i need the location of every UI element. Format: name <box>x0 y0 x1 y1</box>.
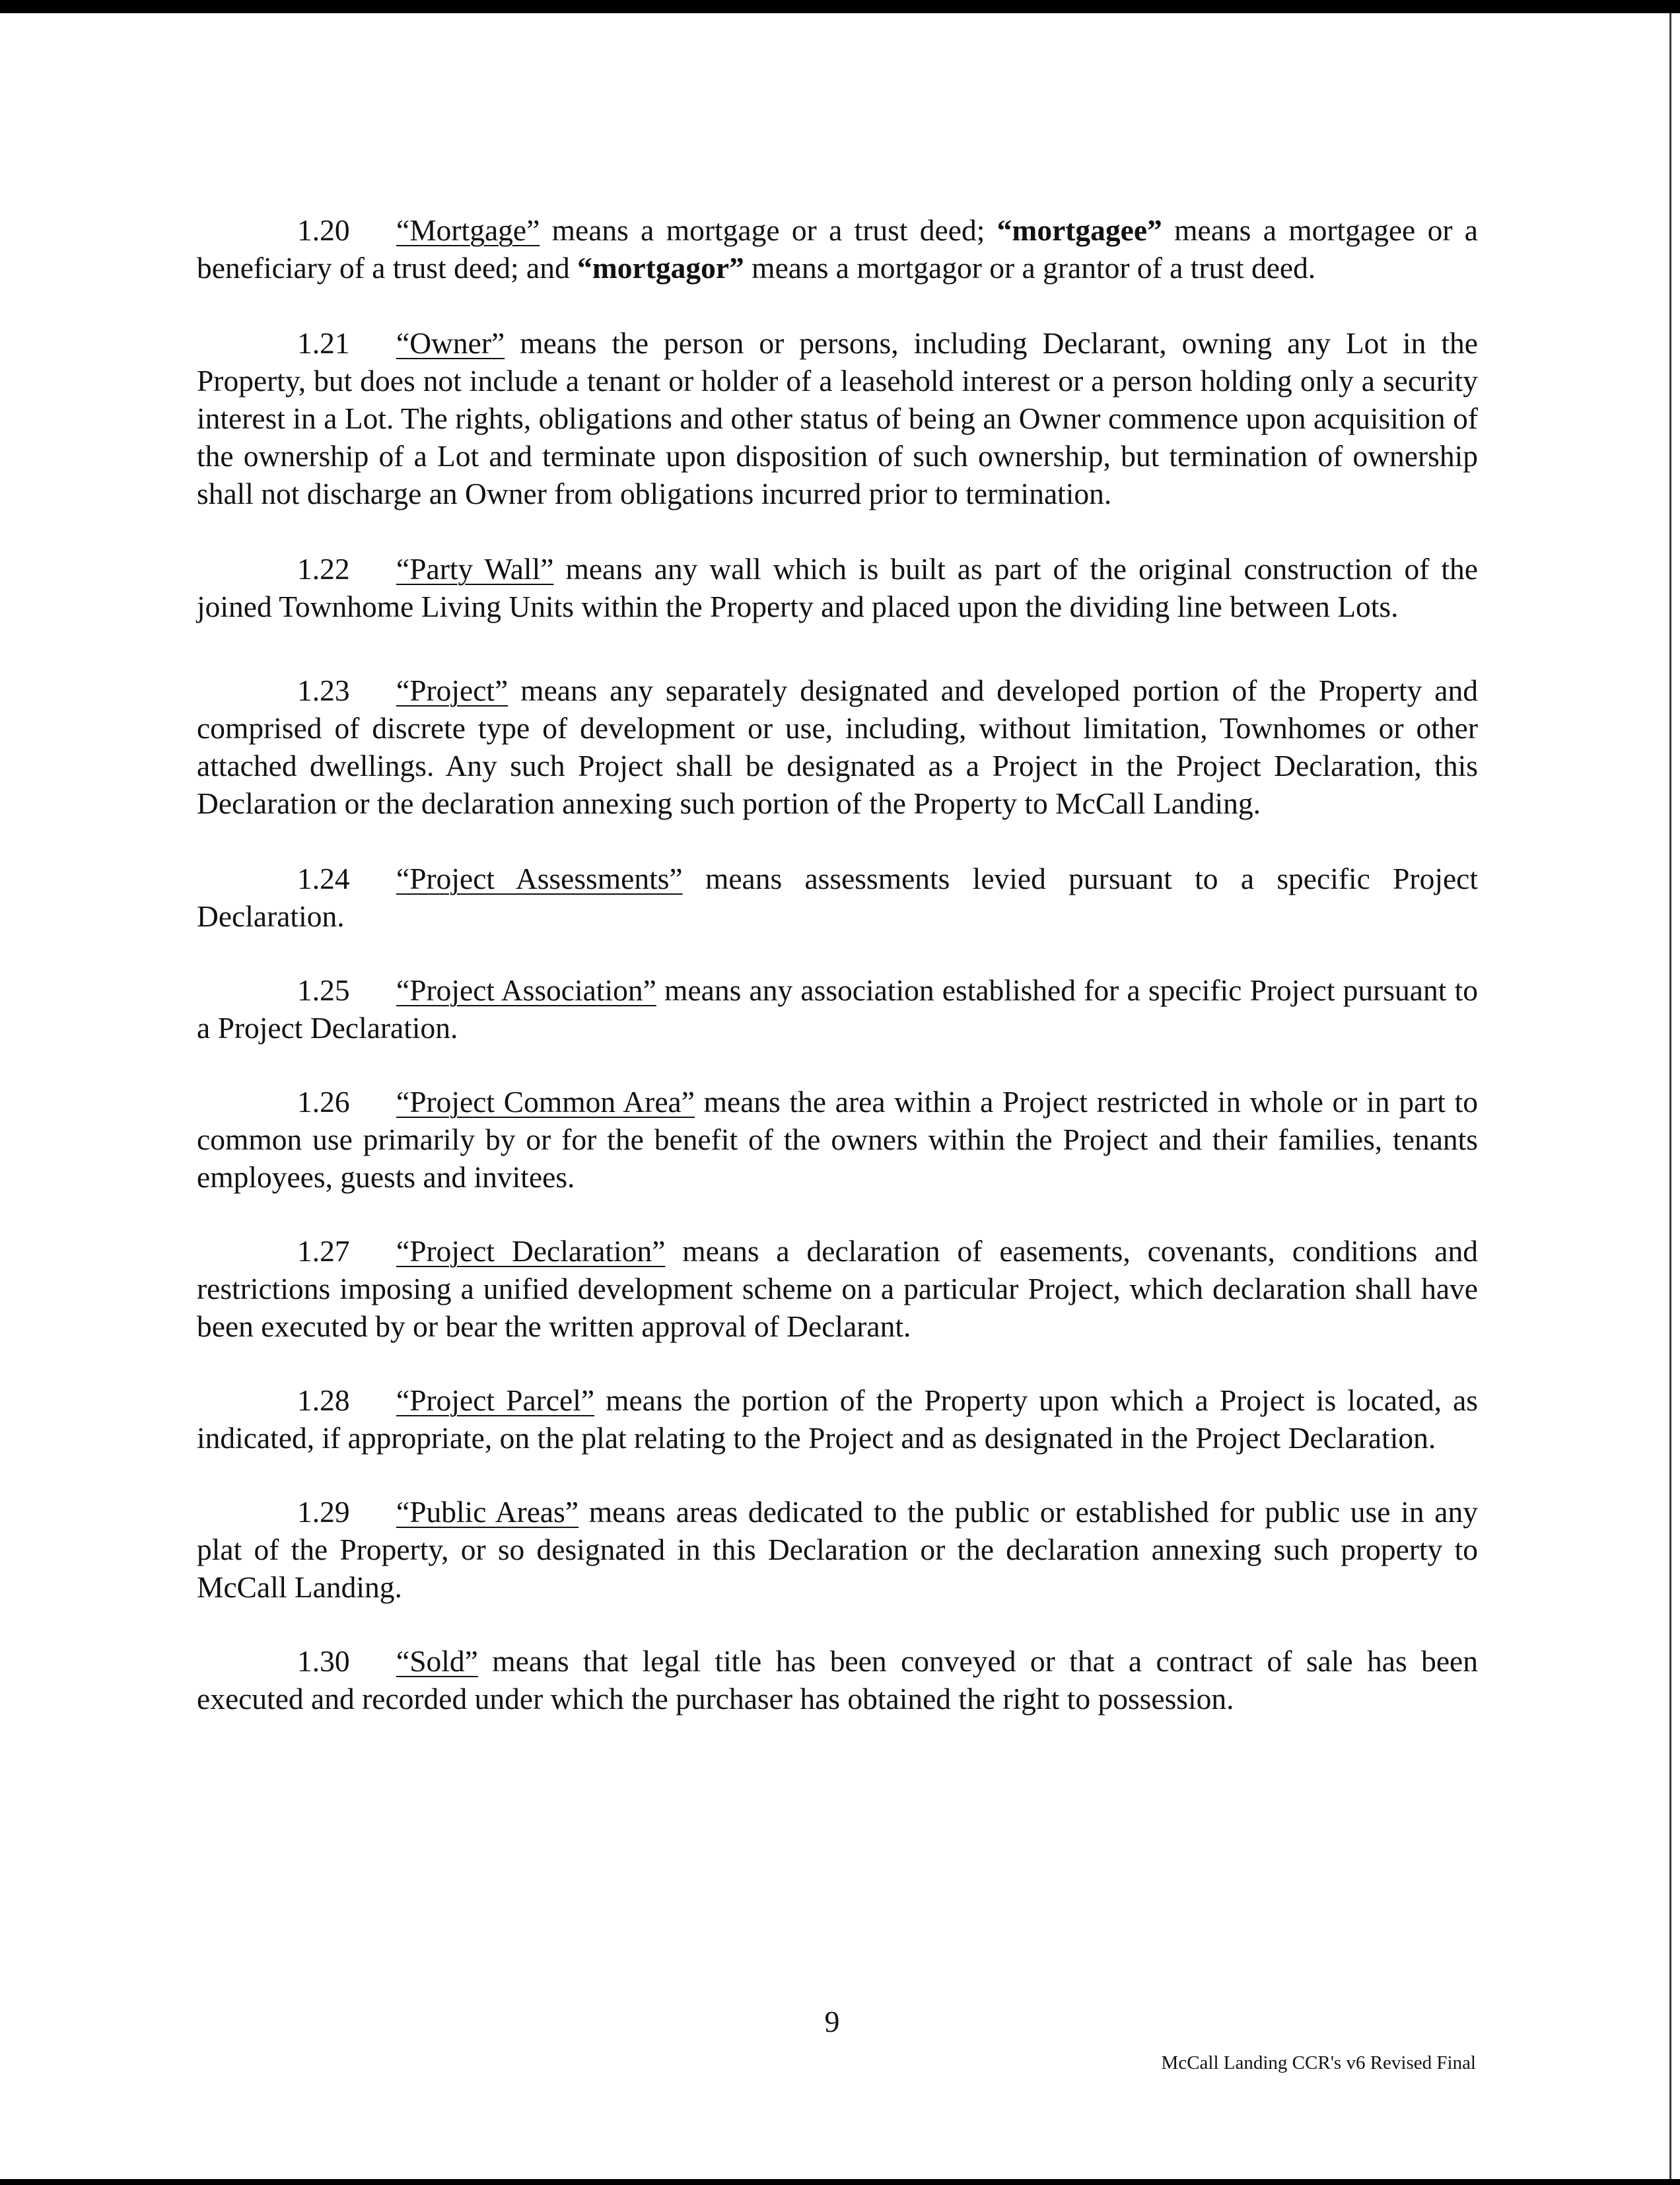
section-text: means a declaration of easements, covenants, conditions and restrictions imposing a unified development scheme on a particular Project, which declaration shall have been executed by or bear the written approval of Declarant. <box>197 1234 1478 1343</box>
section-number: 1.29 <box>297 1495 350 1529</box>
section-1-29 <box>197 1493 1478 1606</box>
defined-term: “Project Assessments” <box>396 862 683 895</box>
defined-term: “Project Common Area” <box>396 1085 695 1119</box>
section-1-30 <box>197 1642 1478 1717</box>
section-text: means a mortgage or a trust deed; <box>540 213 997 247</box>
section-number: 1.23 <box>297 674 350 707</box>
section-1-23 <box>197 672 1478 822</box>
scan-bottom-border <box>0 2179 1680 2185</box>
scan-right-edge <box>1669 13 1671 2179</box>
document-body <box>197 211 1478 1717</box>
section-1-27 <box>197 1232 1478 1345</box>
defined-term: “Mortgage” <box>396 213 540 247</box>
section-text: means a mortgagee or a beneficiary of a trust deed; and <box>197 213 1478 285</box>
section-text: means a mortgagor or a grantor of a trust deed. <box>744 251 1316 285</box>
defined-term: “Project Association” <box>396 973 656 1007</box>
defined-term: “Project” <box>396 674 508 707</box>
defined-term: “Owner” <box>396 326 505 360</box>
section-number: 1.26 <box>297 1085 350 1119</box>
defined-term-bold: “mortgagee” <box>997 213 1162 247</box>
section-1-21 <box>197 324 1478 512</box>
section-number: 1.24 <box>297 862 350 895</box>
section-number: 1.22 <box>297 552 350 586</box>
section-number: 1.30 <box>297 1644 350 1678</box>
defined-term: “Sold” <box>396 1644 478 1678</box>
defined-term: “Party Wall” <box>396 552 554 586</box>
section-number: 1.21 <box>297 326 350 360</box>
section-text: means that legal title has been conveyed or that a contract of sale has been executed and recorded under which the purchaser has obtained the right to possession. <box>197 1644 1478 1716</box>
section-text: means the area within a Project restricted in whole or in part to common use primarily by or for the benefit of the owners within the Project and their families, tenants employees, guests and invitees. <box>197 1085 1479 1194</box>
section-text: means the person or persons, including Declarant, owning any Lot in the Property, but does not include a tenant or holder of a leasehold interest or a person holding only a security interest in a Lot. The rights, obligations and other status of being an Owner commence upon acquisition of the ownership of a Lot and terminate upon disposition of such ownership, but termination of ownership shall not discharge an Owner from obligations incurred prior to termination. <box>197 326 1478 510</box>
defined-term: “Public Areas” <box>396 1495 579 1529</box>
defined-term: “Project Parcel” <box>396 1383 595 1417</box>
section-text: means any association established for a specific Project pursuant to a Project Declaration. <box>197 973 1478 1045</box>
section-text: means the portion of the Property upon which a Project is located, as indicated, if appropriate, on the plat relating to the Project and as designated in the Project Declaration. <box>197 1383 1479 1455</box>
section-1-26 <box>197 1083 1478 1196</box>
document-footer: McCall Landing CCR's v6 Revised Final <box>1161 2052 1476 2073</box>
section-text: means any separately designated and developed portion of the Property and comprised of discrete type of development or use, including, without limitation, Townhomes or other attached dwellings. Any such Project shall be designated as a Project in the Project Declaration, this Declaration or the declaration annexing such portion of the Property to McCall Landing. <box>197 674 1478 820</box>
section-text: means assessments levied pursuant to a specific Project Declaration. <box>197 862 1479 933</box>
section-number: 1.25 <box>297 973 350 1007</box>
page-number: 9 <box>824 2005 840 2038</box>
section-1-25 <box>197 971 1478 1047</box>
section-text: means areas dedicated to the public or established for public use in any plat of the Property, or so designated in this Declaration or the declaration annexing such property to McCall Landing. <box>197 1495 1478 1604</box>
section-number: 1.27 <box>297 1234 350 1268</box>
section-number: 1.28 <box>297 1383 350 1417</box>
defined-term: “Project Declaration” <box>396 1234 666 1268</box>
section-1-20 <box>197 211 1478 287</box>
section-text: means any wall which is built as part of the original construction of the joined Townhome Living Units within the Property and placed upon the dividing line between Lots. <box>197 552 1478 623</box>
section-1-28 <box>197 1381 1478 1457</box>
section-1-24 <box>197 860 1478 935</box>
section-number: 1.20 <box>297 213 350 247</box>
section-1-22 <box>197 550 1478 625</box>
defined-term-bold: “mortgagor” <box>577 251 744 285</box>
scan-top-border <box>0 0 1680 13</box>
